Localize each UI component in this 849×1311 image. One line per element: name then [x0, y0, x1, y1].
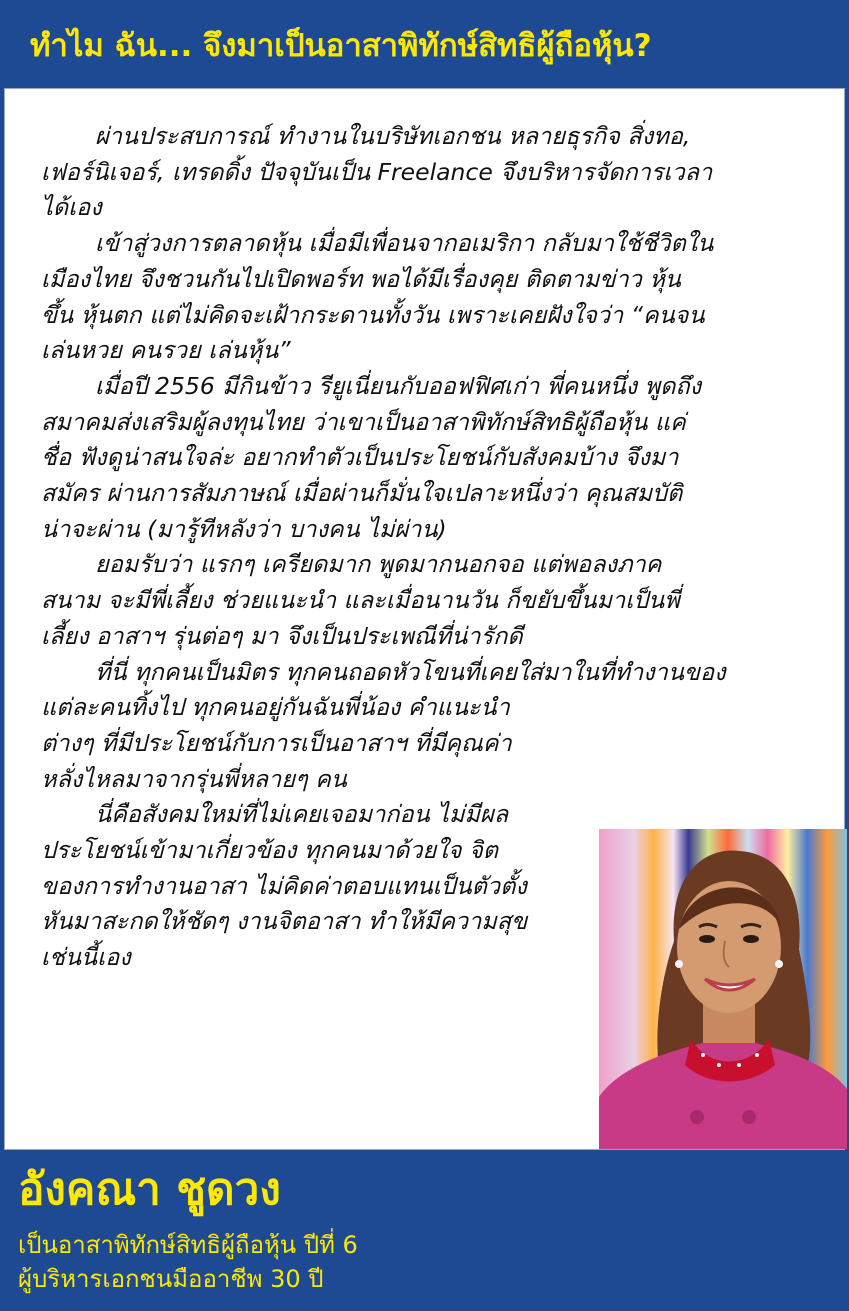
paragraph-line: ของการทำงานอาสา ไม่คิดค่าตอบแทนเป็นตัวตั้ง: [41, 871, 527, 900]
portrait-illustration: [599, 829, 847, 1149]
author-footer: [0, 1150, 849, 1311]
paragraph-line: ผ่านประสบการณ์ ทำงานในบริษัทเอกชน หลายธุรกิจ สิ่งทอ,: [95, 122, 691, 150]
paragraph-line: ยอมรับว่า แรกๆ เครียดมาก พูดมากนอกจอ แต่พอลงภาค: [95, 550, 662, 579]
page-title: ทำไม ฉัน... จึงมาเป็นอาสาพิทักษ์สิทธิผู้ถือหุ้น?: [30, 28, 652, 64]
paragraph-line: เช่นนี้เอง: [41, 943, 131, 972]
paragraph-line: เฟอร์นิเจอร์, เทรดดิ้ง ปัจจุบันเป็น Freelance จึงบริหารจัดการเวลา: [41, 157, 713, 186]
author-role: เป็นอาสาพิทักษ์สิทธิผู้ถือหุ้น ปีที่ 6: [18, 1231, 358, 1259]
paragraph-line: สนาม จะมีพี่เลี้ยง ช่วยแนะนำ และเมื่อนานวัน ก็ขยับขึ้นมาเป็นพี่: [41, 586, 680, 615]
paragraph-line: ต่างๆ ที่มีประโยชน์กับการเป็นอาสาฯ ที่มีคุณค่า: [41, 728, 512, 757]
paragraph-line: หันมาสะกดให้ชัดๆ งานจิตอาสา ทำให้มีความสุข: [41, 907, 528, 936]
paragraph-line: เมืองไทย จึงชวนกันไปเปิดพอร์ท พอได้มีเรื่องคุย ติดตามข่าว หุ้น: [41, 264, 681, 293]
header-bar: [0, 0, 849, 92]
paragraph-line: นี่คือสังคมใหม่ที่ไม่เคยเจอมาก่อน ไม่มีผล: [95, 800, 509, 829]
paragraph-line: สมัคร ผ่านการสัมภาษณ์ เมื่อผ่านก็มั่นใจเปลาะหนึ่งว่า คุณสมบัติ: [41, 479, 683, 508]
paragraph-line: สมาคมส่งเสริมผู้ลงทุนไทย ว่าเขาเป็นอาสาพิทักษ์สิทธิผู้ถือหุ้น แค่: [41, 407, 686, 436]
paragraph-line: เล่นหวย คนรวย เล่นหุ้น”: [41, 336, 291, 365]
paragraph-line: น่าจะผ่าน (มารู้ทีหลังว่า บางคน ไม่ผ่าน): [41, 514, 447, 543]
author-career: ผู้บริหารเอกชนมืออาชีพ 30 ปี: [18, 1265, 324, 1293]
author-photo: [599, 829, 847, 1149]
paragraph-line: ชื่อ ฟังดูน่าสนใจล่ะ อยากทำตัวเป็นประโยชน์กับสังคมบ้าง จึงมา: [41, 443, 679, 472]
paragraph-line: ได้เอง: [41, 193, 102, 222]
paragraph-line: หลั่งไหลมาจากรุ่นพี่หลายๆ คน: [41, 764, 347, 793]
paragraph-line: เมื่อปี 2556 มีกินข้าว รียูเนี่ยนกับออฟฟิศเก่า พี่คนหนึ่ง พูดถึง: [95, 371, 702, 400]
paragraph-line: ที่นี่ ทุกคนเป็นมิตร ทุกคนถอดหัวโขนที่เคยใส่มาในที่ทำงานของ: [95, 657, 726, 686]
paragraph-line: เลี้ยง อาสาฯ รุ่นต่อๆ มา จึงเป็นประเพณีที่น่ารักดี: [41, 621, 523, 650]
article-panel: [4, 88, 845, 1150]
paragraph-line: ประโยชน์เข้ามาเกี่ยวข้อง ทุกคนมาด้วยใจ จิต: [41, 836, 499, 865]
paragraph-line: เข้าสู่วงการตลาดหุ้น เมื่อมีเพื่อนจากอเมริกา กลับมาใช้ชีวิตใน: [95, 229, 714, 258]
paragraph-line: ขึ้น หุ้นตก แต่ไม่คิดจะเฝ้ากระดานทั้งวัน เพราะเคยฝังใจว่า “คนจน: [41, 300, 705, 329]
paragraph-line: แต่ละคนทิ้งไป ทุกคนอยู่กันฉันพี่น้อง คำแนะนำ: [41, 693, 510, 722]
author-name: อังคณา ชูดวง: [18, 1164, 281, 1215]
